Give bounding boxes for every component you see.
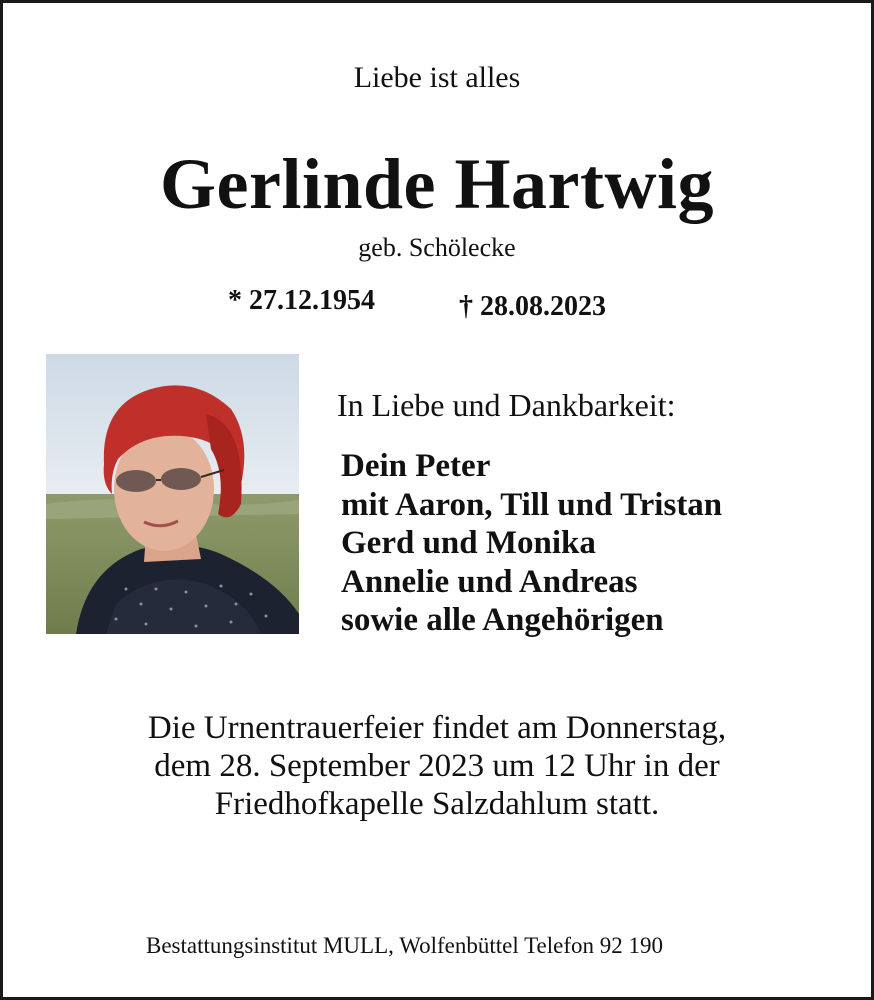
portrait-photo-icon: [46, 354, 299, 634]
mourner-line: sowie alle Angehörigen: [341, 602, 664, 638]
service-line: dem 28. September 2023 um 12 Uhr in der: [154, 748, 720, 784]
mourner-line: mit Aaron, Till und Tristan: [341, 486, 723, 523]
mourners-list: [341, 447, 722, 640]
birth-date: * 27.12.1954: [228, 285, 375, 316]
mourner-line: Dein Peter: [341, 448, 491, 484]
service-announcement: [3, 709, 871, 823]
thanks-line: In Liebe und Dankbarkeit:: [337, 387, 676, 423]
motto: Liebe ist alles: [353, 61, 521, 94]
maiden-name: geb. Schölecke: [358, 233, 516, 262]
funeral-home-footer: Bestattungsinstitut MULL, Wolfenbüttel Telefon 92 190: [146, 933, 663, 958]
mourner-line: Gerd und Monika: [341, 525, 596, 561]
portrait-photo: [46, 354, 299, 634]
service-line: Die Urnentrauerfeier findet am Donnerstag,: [147, 710, 727, 746]
mourner-line: Annelie und Andreas: [341, 563, 638, 600]
deceased-name: Gerlinde Hartwig: [160, 144, 714, 224]
death-date: † 28.08.2023: [459, 291, 606, 322]
service-line: Friedhofkapelle Salzdahlum statt.: [214, 786, 660, 822]
